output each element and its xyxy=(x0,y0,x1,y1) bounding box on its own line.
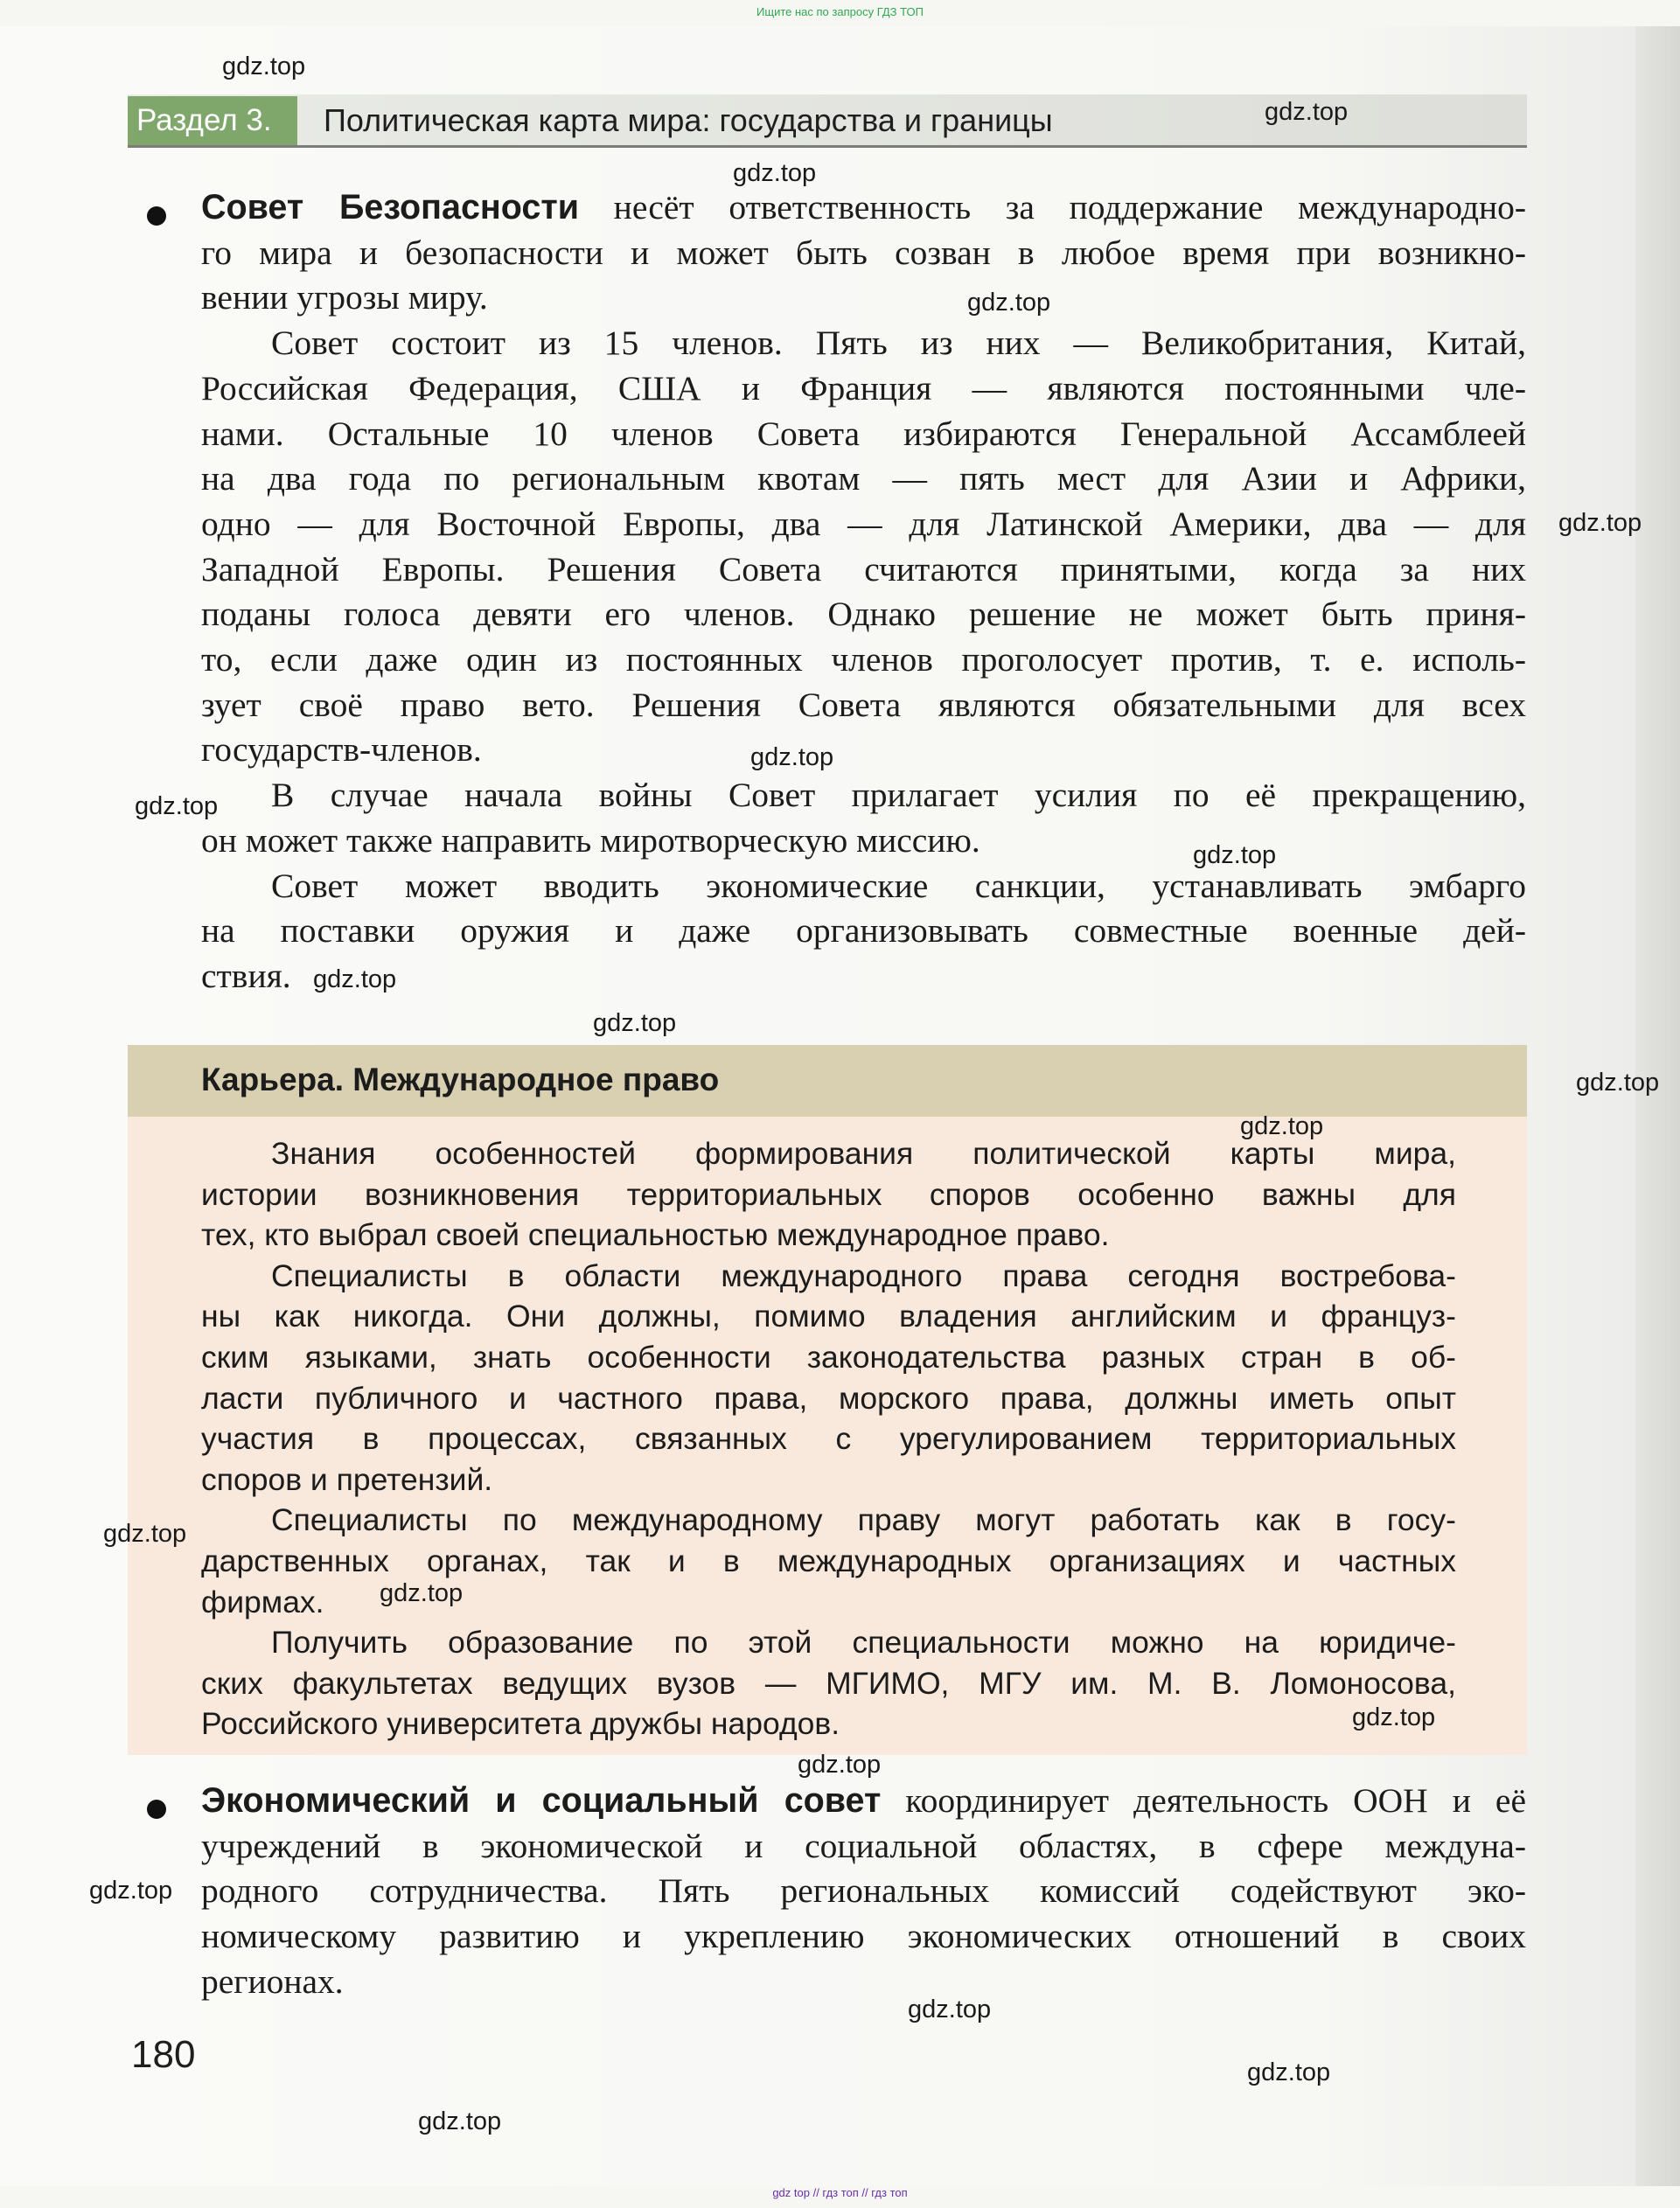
text-line: дарственных органах, так и в международных организациях и частных xyxy=(201,1543,1456,1578)
text-line: на два года по региональным квотам — пять мест для Азии и Африки, xyxy=(201,459,1526,498)
text-line: истории возникновения территориальных споров особенно важны для xyxy=(201,1176,1456,1212)
text-line: зует своё право вето. Решения Совета являются обязательными для всех xyxy=(201,685,1526,724)
text-line: поданы голоса девяти его членов. Однако решение не может быть приня- xyxy=(201,595,1526,634)
text-line: регионах. xyxy=(201,1961,344,2001)
section-title: Политическая карта мира: государства и границы xyxy=(324,102,1053,138)
text-line: Совет может вводить экономические санкции, устанавливать эмбарго xyxy=(271,866,1526,905)
text-line: Экономический и социальный совет координирует деятельность ООН и её xyxy=(201,1781,1526,1820)
security-council-text xyxy=(201,185,1526,1000)
watermark: gdz.top xyxy=(1352,1703,1436,1731)
text-line: государств-членов. xyxy=(201,730,482,770)
watermark: gdz.top xyxy=(135,792,219,820)
watermark: gdz.top xyxy=(418,2107,502,2135)
text-line: на поставки оружия и даже организовывать совместные военные дей- xyxy=(201,911,1526,951)
text-line: В случае начала войны Совет прилагает усилия по её прекращению, xyxy=(271,776,1526,815)
text-line: одно — для Восточной Европы, два — для Латинской Америки, два — для xyxy=(201,504,1526,543)
page-number: 180 xyxy=(131,2033,196,2076)
text-line: ских факультетах ведущих вузов — МГИМО, МГУ им. М. В. Ломоносова, xyxy=(201,1665,1456,1701)
page-edge-shadow xyxy=(1635,26,1680,2186)
watermark: gdz.top xyxy=(1558,509,1642,537)
text-line: номическому развитию и укреплению экономических отношений в своих xyxy=(201,1917,1526,1956)
watermark: gdz.top xyxy=(733,159,817,187)
text-line: фирмах. xyxy=(201,1584,324,1619)
text-line: ским языками, знать особенности законодательства разных стран в об- xyxy=(201,1339,1456,1375)
text-line: Российского университета дружбы народов. xyxy=(201,1706,840,1742)
watermark: gdz.top xyxy=(1265,98,1349,126)
watermark: gdz.top xyxy=(380,1579,464,1607)
text-line: Получить образование по этой специальности можно на юридиче- xyxy=(271,1625,1456,1661)
watermark: gdz.top xyxy=(1247,2058,1331,2086)
text-line: Знания особенностей формирования политической карты мира, xyxy=(271,1136,1456,1171)
text-line: нами. Остальные 10 членов Совета избираются Генеральной Ассамблеей xyxy=(201,414,1526,453)
bullet-ecosoc xyxy=(147,1800,166,1819)
text-line: Специалисты по международному праву могут работать как в госу- xyxy=(271,1502,1456,1538)
bottom-banner: gdz top // гдз топ // гдз топ xyxy=(772,2186,908,2199)
bullet-security-council xyxy=(147,206,166,226)
watermark: gdz.top xyxy=(313,965,397,993)
text-line: тех, кто выбрал своей специальностью международное право. xyxy=(201,1217,1110,1253)
top-banner: Ищите нас по запросу ГДЗ ТОП xyxy=(756,5,924,18)
ecosoc-text xyxy=(201,1779,1526,2005)
text-line: Российская Федерация, США и Франция — являются постоянными чле- xyxy=(201,368,1526,407)
watermark: gdz.top xyxy=(1240,1112,1324,1140)
watermark: gdz.top xyxy=(1193,841,1277,869)
text-line: учреждений в экономической и социальной областях, в сфере междуна- xyxy=(201,1826,1526,1865)
watermark: gdz.top xyxy=(908,1996,992,2023)
watermark: gdz.top xyxy=(967,289,1051,317)
text-line: участия в процессах, связанных с урегулированием территориальных xyxy=(201,1421,1456,1457)
text-line: Западной Европы. Решения Совета считаются принятыми, когда за них xyxy=(201,549,1526,589)
ecosoc-term: Экономический и социальный совет xyxy=(201,1781,882,1820)
text-line: вении угрозы миру. xyxy=(201,278,488,317)
watermark: gdz.top xyxy=(1576,1069,1660,1097)
security-council-term: Совет Безопасности xyxy=(201,188,579,226)
text-line: ствия. xyxy=(201,956,291,995)
text-line: он может также направить миротворческую миссию. xyxy=(201,820,980,860)
text-line: споров и претензий. xyxy=(201,1461,493,1497)
text-line: ласти публичного и частного права, морского права, должны иметь опыт xyxy=(201,1380,1456,1416)
career-title: Карьера. Международное право xyxy=(201,1062,720,1097)
watermark: gdz.top xyxy=(798,1751,882,1779)
text-line: Совет Безопасности несёт ответственность за поддержание международно- xyxy=(201,188,1526,226)
watermark: gdz.top xyxy=(750,743,834,771)
text-line: го мира и безопасности и может быть созван в любое время при возникно- xyxy=(201,233,1526,272)
section-label: Раздел 3. xyxy=(128,96,297,145)
text-line: родного сотрудничества. Пять региональных комиссий содействуют эко- xyxy=(201,1871,1526,1911)
text-line: то, если даже один из постоянных членов проголосует против, т. е. исполь- xyxy=(201,640,1526,679)
text-line: Специалисты в области международного права сегодня востребова- xyxy=(271,1257,1456,1293)
text-line: Совет состоит из 15 членов. Пять из них — Великобритания, Китай, xyxy=(271,324,1526,363)
career-text xyxy=(201,1133,1456,1745)
text-line: ны как никогда. Они должны, помимо владения английским и француз- xyxy=(201,1299,1456,1334)
watermark: gdz.top xyxy=(593,1009,677,1037)
watermark: gdz.top xyxy=(103,1520,187,1548)
watermark: gdz.top xyxy=(222,52,306,80)
watermark: gdz.top xyxy=(89,1877,173,1905)
